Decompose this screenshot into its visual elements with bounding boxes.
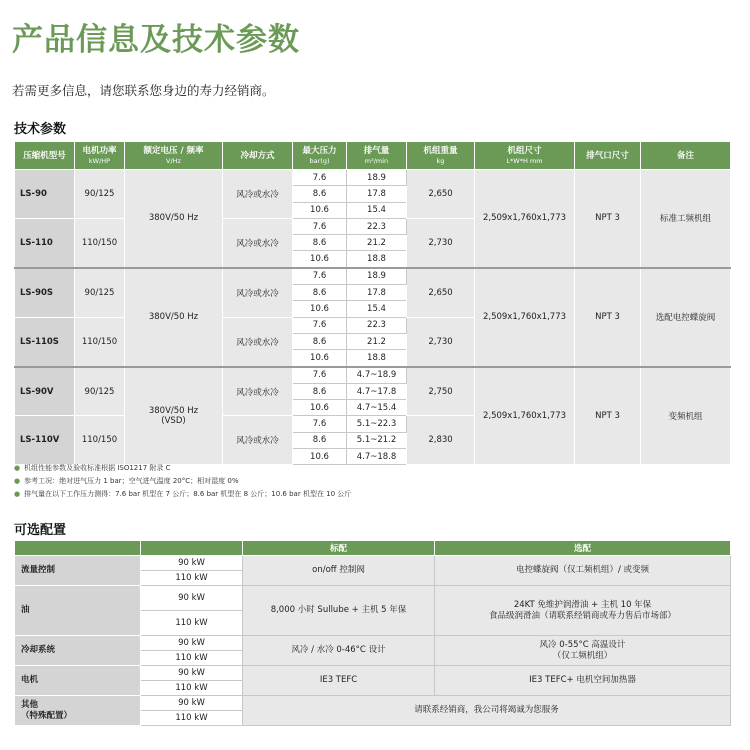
voltage-note: (VSD) <box>161 415 186 426</box>
option-label <box>15 556 141 586</box>
option-row <box>15 556 731 571</box>
option-optional <box>435 586 731 636</box>
motor-power: 110/150 <box>75 416 125 465</box>
kw-90: 90 kW <box>141 636 243 651</box>
option-label-text: 油 <box>21 605 30 615</box>
flow-rate: 21.2 <box>347 235 407 251</box>
spec-header-row <box>15 142 731 170</box>
flow-rate: 4.7~15.4 <box>347 400 407 416</box>
flow-rate: 4.7~18.8 <box>347 449 407 465</box>
voltage-value: 380V/50 Hz <box>148 312 199 323</box>
remark: 选配电控蝶旋阀 <box>641 268 731 367</box>
max-pressure: 10.6 <box>293 350 347 367</box>
option-standard <box>243 586 435 636</box>
outlet-size: NPT 3 <box>575 170 641 268</box>
option-label <box>15 696 141 726</box>
spec-row <box>15 268 731 285</box>
unit-weight: 2,750 <box>407 367 475 416</box>
option-label-text: 其他 <box>21 699 39 710</box>
options-header-blank <box>141 541 243 556</box>
remark: 变频机组 <box>641 367 731 465</box>
option-standard-text: 风冷 / 水冷 0-46°C 设计 <box>291 645 386 655</box>
max-pressure: 7.6 <box>293 317 347 333</box>
kw-110: 110 kW <box>141 611 243 636</box>
option-label-text: 流量控制 <box>21 565 56 575</box>
voltage-value: 380V/50 Hz <box>148 213 199 224</box>
flow-rate: 17.8 <box>347 186 407 202</box>
option-label-text: 电机 <box>21 675 39 685</box>
option-row <box>15 696 731 711</box>
option-row <box>15 586 731 611</box>
kw-110: 110 kW <box>141 681 243 696</box>
option-standard-text: on/off 控制阀 <box>312 565 365 575</box>
unit-weight: 2,730 <box>407 317 475 366</box>
remark: 标准工频机组 <box>641 170 731 268</box>
cooling-method: 风冷或水冷 <box>223 218 293 267</box>
unit-size: 2,509x1,760x1,773 <box>475 268 575 367</box>
option-optional-text: IE3 TEFC+ 电机空间加热器 <box>529 675 636 685</box>
unit-weight: 2,730 <box>407 218 475 267</box>
option-standard <box>243 666 435 696</box>
motor-power: 90/125 <box>75 367 125 416</box>
outlet-size: NPT 3 <box>575 268 641 367</box>
options-header-optional: 选配 <box>435 541 731 556</box>
kw-90: 90 kW <box>141 586 243 611</box>
options-table <box>14 540 731 726</box>
page-title: 产品信息及技术参数 <box>12 22 300 58</box>
motor-power: 110/150 <box>75 317 125 366</box>
motor-power: 90/125 <box>75 170 125 219</box>
model-name: LS-110S <box>15 317 75 366</box>
motor-power: 90/125 <box>75 268 125 317</box>
flow-rate: 15.4 <box>347 202 407 218</box>
kw-90: 90 kW <box>141 696 243 711</box>
flow-rate: 5.1~21.2 <box>347 432 407 448</box>
unit-size: 2,509x1,760x1,773 <box>475 367 575 465</box>
note-item: ● 排气量在以下工作压力测得：7.6 bar 机型在 7 公斤；8.6 bar 机型在 8 公斤；10.6 bar 机型在 10 公斤 <box>14 490 352 498</box>
max-pressure: 8.6 <box>293 235 347 251</box>
model-name: LS-90 <box>15 170 75 219</box>
flow-rate: 5.1~22.3 <box>347 416 407 432</box>
note-item: ● 机组性能参数及验收标准根据 ISO1217 附录 C <box>14 464 171 472</box>
options-heading: 可选配置 <box>14 523 67 538</box>
max-pressure: 7.6 <box>293 268 347 285</box>
model-name: LS-90V <box>15 367 75 416</box>
option-standard <box>243 636 435 666</box>
header-outlet: 排气口尺寸 <box>575 142 641 170</box>
header-flow: 排气量 m³/min <box>347 142 407 170</box>
rated-voltage <box>125 170 223 268</box>
flow-rate: 18.9 <box>347 170 407 186</box>
header-remark: 备注 <box>641 142 731 170</box>
intro-text: 若需更多信息，请您联系您身边的寿力经销商。 <box>12 83 275 98</box>
option-label-text: 冷却系统 <box>21 645 56 655</box>
max-pressure: 10.6 <box>293 202 347 218</box>
option-standard <box>243 556 435 586</box>
model-name: LS-110 <box>15 218 75 267</box>
cooling-method: 风冷或水冷 <box>223 416 293 465</box>
option-label-sub: （特殊配置） <box>21 710 73 721</box>
header-cooling: 冷却方式 <box>223 142 293 170</box>
flow-rate: 4.7~18.9 <box>347 367 407 384</box>
option-optional <box>435 666 731 696</box>
max-pressure: 10.6 <box>293 301 347 317</box>
kw-110: 110 kW <box>141 571 243 586</box>
cooling-method: 风冷或水冷 <box>223 317 293 366</box>
option-optional-text: 风冷 0-55°C 高温设计 <box>539 639 626 650</box>
motor-power: 110/150 <box>75 218 125 267</box>
spec-notes <box>14 462 351 501</box>
max-pressure: 10.6 <box>293 400 347 416</box>
header-weight: 机组重量 kg <box>407 142 475 170</box>
option-standard-text: 8,000 小时 Sullube + 主机 5 年保 <box>270 605 407 615</box>
flow-rate: 21.2 <box>347 333 407 349</box>
flow-rate: 18.9 <box>347 268 407 285</box>
option-optional-text2: （仅工频机组） <box>552 650 613 661</box>
rated-voltage <box>125 367 223 465</box>
rated-voltage <box>125 268 223 367</box>
unit-weight: 2,650 <box>407 170 475 219</box>
max-pressure: 7.6 <box>293 170 347 186</box>
model-name: LS-110V <box>15 416 75 465</box>
max-pressure: 8.6 <box>293 383 347 399</box>
option-optional-text: 电控蝶旋阀（仅工频机组）/ 或变频 <box>515 565 650 575</box>
flow-rate: 22.3 <box>347 218 407 234</box>
options-header-blank <box>15 541 141 556</box>
option-row <box>15 636 731 651</box>
option-optional <box>435 556 731 586</box>
max-pressure: 7.6 <box>293 218 347 234</box>
spec-row <box>15 170 731 186</box>
unit-weight: 2,650 <box>407 268 475 317</box>
max-pressure: 8.6 <box>293 285 347 301</box>
note-item: ● 参考工况：绝对进气压力 1 bar；空气进气温度 20°C；相对湿度 0% <box>14 477 239 485</box>
cooling-method: 风冷或水冷 <box>223 268 293 317</box>
flow-rate: 18.8 <box>347 350 407 367</box>
max-pressure: 7.6 <box>293 416 347 432</box>
max-pressure: 8.6 <box>293 186 347 202</box>
flow-rate: 15.4 <box>347 301 407 317</box>
unit-weight: 2,830 <box>407 416 475 465</box>
header-voltage: 额定电压 / 频率 V/Hz <box>125 142 223 170</box>
max-pressure: 8.6 <box>293 333 347 349</box>
voltage-value: 380V/50 Hz <box>148 405 199 416</box>
header-model: 压缩机型号 <box>15 142 75 170</box>
spec-table <box>14 141 731 465</box>
max-pressure: 10.6 <box>293 449 347 465</box>
option-optional-text2: 食品级润滑油（请联系经销商或寿力售后市场部） <box>488 610 676 621</box>
kw-110: 110 kW <box>141 651 243 666</box>
max-pressure: 10.6 <box>293 251 347 268</box>
outlet-size: NPT 3 <box>575 367 641 465</box>
option-optional-text: 24KT 免维护润滑油 + 主机 10 年保 <box>513 599 652 610</box>
options-header-standard: 标配 <box>243 541 435 556</box>
option-label <box>15 586 141 636</box>
option-contact: 请联系经销商，我公司将竭诚为您服务 <box>243 696 731 726</box>
flow-rate: 17.8 <box>347 285 407 301</box>
option-label <box>15 636 141 666</box>
cooling-method: 风冷或水冷 <box>223 170 293 219</box>
cooling-method: 风冷或水冷 <box>223 367 293 416</box>
unit-size: 2,509x1,760x1,773 <box>475 170 575 268</box>
flow-rate: 18.8 <box>347 251 407 268</box>
flow-rate: 4.7~17.8 <box>347 383 407 399</box>
option-row <box>15 666 731 681</box>
kw-90: 90 kW <box>141 666 243 681</box>
kw-90: 90 kW <box>141 556 243 571</box>
spec-row <box>15 367 731 384</box>
max-pressure: 7.6 <box>293 367 347 384</box>
tech-heading: 技术参数 <box>14 122 67 137</box>
option-label <box>15 666 141 696</box>
kw-110: 110 kW <box>141 711 243 726</box>
option-standard-text: IE3 TEFC <box>319 675 358 685</box>
header-power: 电机功率 kW/HP <box>75 142 125 170</box>
max-pressure: 8.6 <box>293 432 347 448</box>
option-optional <box>435 636 731 666</box>
header-size: 机组尺寸 L*W*H mm <box>475 142 575 170</box>
flow-rate: 22.3 <box>347 317 407 333</box>
model-name: LS-90S <box>15 268 75 317</box>
options-header-row <box>15 541 731 556</box>
header-pressure: 最大压力 bar(g) <box>293 142 347 170</box>
